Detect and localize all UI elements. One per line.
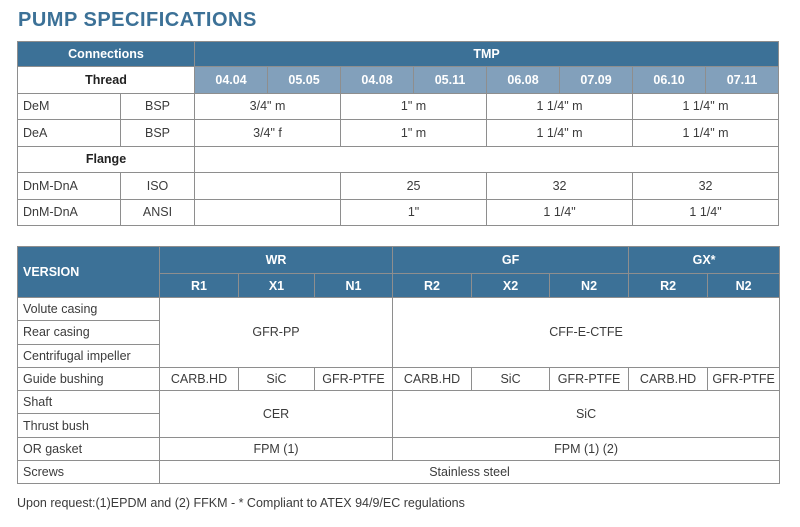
connection-size: 32 bbox=[487, 173, 633, 200]
variant-header: N1 bbox=[315, 274, 393, 298]
material-gf: CFF-E-CTFE bbox=[393, 298, 780, 368]
model-header: 07.11 bbox=[706, 67, 779, 94]
group-header-gx: GX* bbox=[629, 247, 780, 274]
connection-size: 1 1/4" bbox=[633, 199, 779, 226]
connections-header: Connections bbox=[18, 42, 195, 67]
component-label: Volute casing bbox=[18, 298, 160, 321]
connection-name: DnM-DnA bbox=[18, 199, 121, 226]
connection-name: DeA bbox=[18, 120, 121, 147]
bushing-material: CARB.HD bbox=[629, 367, 708, 390]
bushing-material: SiC bbox=[239, 367, 315, 390]
bushing-material: CARB.HD bbox=[160, 367, 239, 390]
empty-cell bbox=[195, 146, 779, 173]
variant-header: N2 bbox=[708, 274, 780, 298]
connection-standard: BSP bbox=[121, 120, 195, 147]
connection-size: 3/4" m bbox=[195, 93, 341, 120]
flange-label: Flange bbox=[18, 146, 195, 173]
page-title: PUMP SPECIFICATIONS bbox=[18, 9, 257, 31]
component-label: Guide bushing bbox=[18, 367, 160, 390]
connection-size: 25 bbox=[341, 173, 487, 200]
connections-table bbox=[17, 41, 779, 226]
variant-header: X1 bbox=[239, 274, 315, 298]
table-row bbox=[18, 120, 779, 147]
group-header-wr: WR bbox=[160, 247, 393, 274]
component-label: Centrifugal impeller bbox=[18, 344, 160, 367]
shaft-material-gf: SiC bbox=[393, 391, 780, 438]
bushing-material: GFR-PTFE bbox=[315, 367, 393, 390]
bushing-material: SiC bbox=[472, 367, 550, 390]
connection-standard: BSP bbox=[121, 93, 195, 120]
connection-size: 3/4" f bbox=[195, 120, 341, 147]
connection-size: 1 1/4" m bbox=[487, 93, 633, 120]
variant-header: R2 bbox=[629, 274, 708, 298]
component-label: Thrust bush bbox=[18, 414, 160, 437]
table-row bbox=[18, 173, 779, 200]
footnote: Upon request:(1)EPDM and (2) FFKM - * Compliant to ATEX 94/9/EC regulations bbox=[17, 496, 465, 510]
connection-size bbox=[195, 199, 341, 226]
connection-size: 1" m bbox=[341, 120, 487, 147]
connection-name: DeM bbox=[18, 93, 121, 120]
variant-header: X2 bbox=[472, 274, 550, 298]
variant-header: N2 bbox=[550, 274, 629, 298]
gasket-material-wr: FPM (1) bbox=[160, 437, 393, 460]
bushing-material: GFR-PTFE bbox=[708, 367, 780, 390]
model-header: 07.09 bbox=[560, 67, 633, 94]
model-header: 05.05 bbox=[268, 67, 341, 94]
version-header: VERSION bbox=[18, 247, 160, 298]
component-label: Screws bbox=[18, 461, 160, 484]
group-header-gf: GF bbox=[393, 247, 629, 274]
table-row bbox=[18, 199, 779, 226]
bushing-material: CARB.HD bbox=[393, 367, 472, 390]
thread-label: Thread bbox=[18, 67, 195, 94]
variant-header: R2 bbox=[393, 274, 472, 298]
component-label: Shaft bbox=[18, 391, 160, 414]
connection-size: 1 1/4" m bbox=[633, 120, 779, 147]
table-row bbox=[18, 367, 780, 390]
connection-size: 1 1/4" bbox=[487, 199, 633, 226]
gasket-material-gf: FPM (1) (2) bbox=[393, 437, 780, 460]
table-row bbox=[18, 298, 780, 321]
connection-size bbox=[195, 173, 341, 200]
screws-material: Stainless steel bbox=[160, 461, 780, 484]
model-header: 05.11 bbox=[414, 67, 487, 94]
model-header: 04.08 bbox=[341, 67, 414, 94]
connection-size: 1" m bbox=[341, 93, 487, 120]
model-header: 06.08 bbox=[487, 67, 560, 94]
connection-standard: ANSI bbox=[121, 199, 195, 226]
connection-size: 1" bbox=[341, 199, 487, 226]
materials-table bbox=[17, 246, 780, 484]
tmp-header: TMP bbox=[195, 42, 779, 67]
variant-header: R1 bbox=[160, 274, 239, 298]
table-row bbox=[18, 93, 779, 120]
bushing-material: GFR-PTFE bbox=[550, 367, 629, 390]
table-row bbox=[18, 461, 780, 484]
shaft-material-wr: CER bbox=[160, 391, 393, 438]
connection-name: DnM-DnA bbox=[18, 173, 121, 200]
connection-size: 32 bbox=[633, 173, 779, 200]
connection-size: 1 1/4" m bbox=[487, 120, 633, 147]
connection-standard: ISO bbox=[121, 173, 195, 200]
component-label: OR gasket bbox=[18, 437, 160, 460]
component-label: Rear casing bbox=[18, 321, 160, 344]
model-header: 04.04 bbox=[195, 67, 268, 94]
model-header: 06.10 bbox=[633, 67, 706, 94]
connection-size: 1 1/4" m bbox=[633, 93, 779, 120]
table-row bbox=[18, 437, 780, 460]
material-wr: GFR-PP bbox=[160, 298, 393, 368]
table-row bbox=[18, 391, 780, 414]
